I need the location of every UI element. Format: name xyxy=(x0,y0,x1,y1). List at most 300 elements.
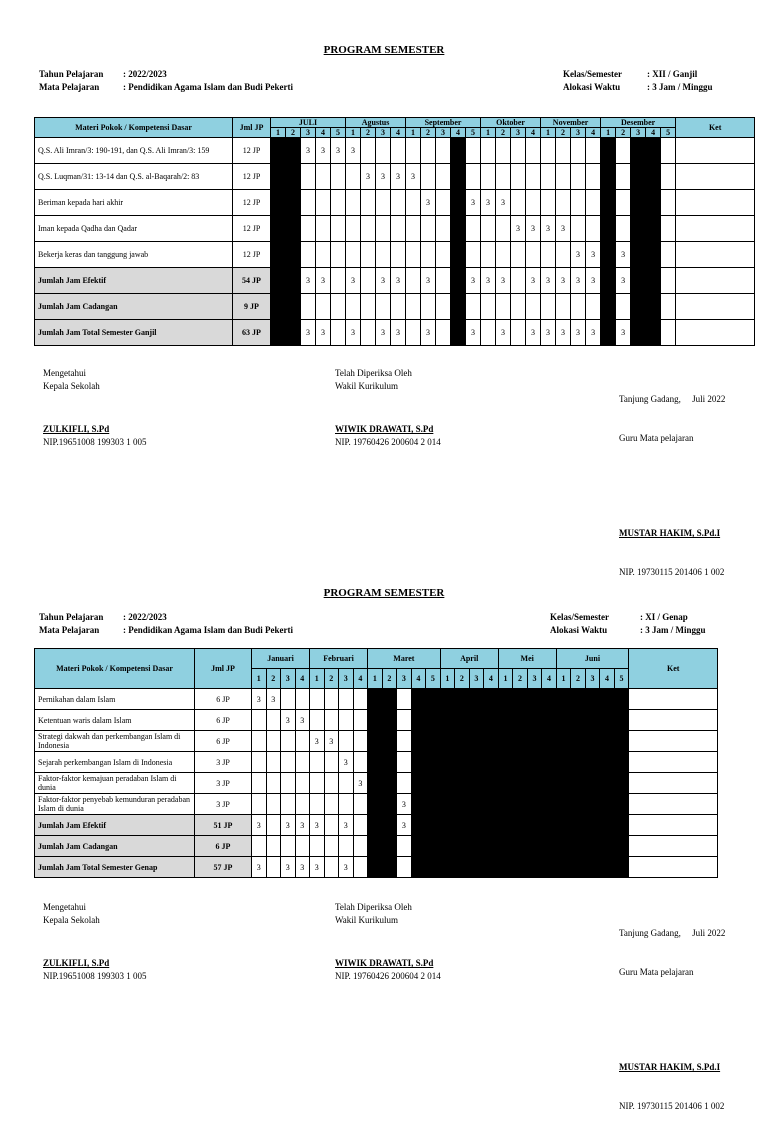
week-cell: 3 xyxy=(421,190,436,216)
week-cell xyxy=(361,242,376,268)
jp-cell: 12 JP xyxy=(233,164,271,190)
jp-cell: 3 JP xyxy=(195,752,252,773)
blocked-week-cell xyxy=(614,794,629,815)
week-cell: 3 xyxy=(310,857,325,878)
week-cell xyxy=(331,294,346,320)
blocked-week-cell xyxy=(271,216,286,242)
blocked-week-cell xyxy=(614,773,629,794)
blocked-week-cell xyxy=(426,836,441,857)
materi-cell: Faktor-faktor penyebab kemunduran peradaban Islam di dunia xyxy=(35,794,195,815)
blocked-week-cell xyxy=(600,731,615,752)
week-cell: 3 xyxy=(346,268,361,294)
week-cell xyxy=(295,731,310,752)
week-cell xyxy=(324,815,339,836)
week-cell: 3 xyxy=(324,731,339,752)
week-cell xyxy=(397,689,412,710)
blocked-week-cell xyxy=(368,710,383,731)
jp-cell: 6 JP xyxy=(195,836,252,857)
week-cell: 3 xyxy=(346,320,361,346)
week-cell xyxy=(511,164,526,190)
week-cell xyxy=(266,857,281,878)
header-week: 4 xyxy=(484,669,499,689)
header-week: 4 xyxy=(353,669,368,689)
blocked-week-cell xyxy=(601,190,616,216)
week-cell xyxy=(252,752,267,773)
blocked-week-cell xyxy=(426,773,441,794)
week-cell xyxy=(586,294,601,320)
mapel-value: : Pendidikan Agama Islam dan Budi Pekerti xyxy=(123,82,294,92)
week-cell xyxy=(301,164,316,190)
jp-cell: 12 JP xyxy=(233,190,271,216)
header-week: 2 xyxy=(616,128,631,138)
week-cell: 3 xyxy=(301,268,316,294)
ket-cell xyxy=(676,320,755,346)
header-month: Februari xyxy=(310,649,368,669)
week-cell xyxy=(406,242,421,268)
sign-role: Kepala Sekolah xyxy=(43,381,100,391)
blocked-week-cell xyxy=(382,689,397,710)
program-table xyxy=(34,117,755,346)
jp-cell: 9 JP xyxy=(233,294,271,320)
week-cell xyxy=(571,216,586,242)
week-cell xyxy=(481,294,496,320)
week-cell: 3 xyxy=(316,320,331,346)
week-cell xyxy=(466,216,481,242)
header-week: 3 xyxy=(339,669,354,689)
week-cell: 3 xyxy=(376,320,391,346)
materi-cell: Jumlah Jam Efektif xyxy=(35,815,195,836)
week-cell xyxy=(281,836,296,857)
week-cell xyxy=(541,190,556,216)
kelas-value: : XII / Ganjil xyxy=(647,69,698,79)
sign-nip: NIP. 19730115 201406 1 002 xyxy=(619,567,725,577)
header-week: 2 xyxy=(421,128,436,138)
header-week: 4 xyxy=(391,128,406,138)
sign-caption: Mengetahui xyxy=(43,902,86,912)
week-cell xyxy=(661,242,676,268)
jp-cell: 12 JP xyxy=(233,216,271,242)
blocked-week-cell xyxy=(498,815,513,836)
week-cell xyxy=(252,710,267,731)
week-cell xyxy=(324,857,339,878)
week-cell xyxy=(496,294,511,320)
table-row xyxy=(35,242,755,268)
blocked-week-cell xyxy=(368,752,383,773)
week-cell xyxy=(339,731,354,752)
header-jml-jp: Jml JP xyxy=(233,118,271,138)
sign-name: ZULKIFLI, S.Pd xyxy=(43,424,110,434)
blocked-week-cell xyxy=(631,294,646,320)
blocked-week-cell xyxy=(286,268,301,294)
week-cell xyxy=(266,773,281,794)
blocked-week-cell xyxy=(614,731,629,752)
week-cell: 3 xyxy=(556,268,571,294)
header-month: Agustus xyxy=(346,118,406,128)
blocked-week-cell xyxy=(571,857,586,878)
table-row xyxy=(35,190,755,216)
blocked-week-cell xyxy=(498,794,513,815)
ket-cell xyxy=(676,216,755,242)
week-cell xyxy=(391,190,406,216)
ket-cell xyxy=(629,815,718,836)
blocked-week-cell xyxy=(601,320,616,346)
header-week: 4 xyxy=(542,669,557,689)
week-cell: 3 xyxy=(391,320,406,346)
week-cell xyxy=(421,294,436,320)
week-cell: 3 xyxy=(586,268,601,294)
header-week: 1 xyxy=(406,128,421,138)
blocked-week-cell xyxy=(513,710,528,731)
blocked-week-cell xyxy=(271,164,286,190)
week-cell xyxy=(406,138,421,164)
week-cell: 3 xyxy=(316,268,331,294)
materi-cell: Strategi dakwah dan perkembangan Islam di Indonesia xyxy=(35,731,195,752)
jp-cell: 12 JP xyxy=(233,138,271,164)
week-cell: 3 xyxy=(331,138,346,164)
mapel-label: Mata Pelajaran xyxy=(39,82,100,92)
blocked-week-cell xyxy=(440,731,455,752)
blocked-week-cell xyxy=(440,773,455,794)
blocked-week-cell xyxy=(556,794,571,815)
week-cell xyxy=(331,268,346,294)
week-cell xyxy=(281,752,296,773)
header-week: 4 xyxy=(411,669,426,689)
table-row xyxy=(35,710,718,731)
tahun-label: Tahun Pelajaran xyxy=(39,612,104,622)
sign-name: MUSTAR HAKIM, S.Pd.I xyxy=(619,528,721,538)
week-cell: 3 xyxy=(281,857,296,878)
week-cell: 3 xyxy=(339,752,354,773)
blocked-week-cell xyxy=(614,710,629,731)
blocked-week-cell xyxy=(426,710,441,731)
blocked-week-cell xyxy=(469,836,484,857)
blocked-week-cell xyxy=(646,242,661,268)
header-materi: Materi Pokok / Kompetensi Dasar xyxy=(35,118,233,138)
ket-cell xyxy=(676,294,755,320)
blocked-week-cell xyxy=(601,216,616,242)
table-row xyxy=(35,164,755,190)
jp-cell: 3 JP xyxy=(195,773,252,794)
header-week: 5 xyxy=(466,128,481,138)
blocked-week-cell xyxy=(498,731,513,752)
header-week: 5 xyxy=(426,669,441,689)
blocked-week-cell xyxy=(484,857,499,878)
week-cell xyxy=(496,216,511,242)
header-week: 2 xyxy=(382,669,397,689)
blocked-week-cell xyxy=(382,857,397,878)
week-cell xyxy=(391,216,406,242)
alokasi-value: : 3 Jam / Minggu xyxy=(647,82,713,92)
week-cell xyxy=(310,836,325,857)
signature-left xyxy=(43,367,147,449)
week-cell xyxy=(616,216,631,242)
header-month: April xyxy=(440,649,498,669)
blocked-week-cell xyxy=(527,752,542,773)
blocked-week-cell xyxy=(451,138,466,164)
week-cell xyxy=(346,190,361,216)
blocked-week-cell xyxy=(411,836,426,857)
blocked-week-cell xyxy=(614,689,629,710)
blocked-week-cell xyxy=(286,138,301,164)
week-cell: 3 xyxy=(266,689,281,710)
week-cell: 3 xyxy=(301,138,316,164)
week-cell xyxy=(376,216,391,242)
tahun-value: : 2022/2023 xyxy=(123,69,167,79)
header-week: 2 xyxy=(496,128,511,138)
week-cell xyxy=(353,815,368,836)
blocked-week-cell xyxy=(411,752,426,773)
week-cell xyxy=(436,268,451,294)
signature-right xyxy=(619,901,725,1139)
blocked-week-cell xyxy=(469,689,484,710)
week-cell: 3 xyxy=(541,216,556,242)
week-cell xyxy=(353,836,368,857)
ket-cell xyxy=(629,773,718,794)
summary-row xyxy=(35,294,755,320)
jp-cell: 6 JP xyxy=(195,689,252,710)
materi-cell: Q.S. Ali Imran/3: 190-191, dan Q.S. Ali Imran/3: 159 xyxy=(35,138,233,164)
kelas-label: Kelas/Semester xyxy=(550,612,609,622)
materi-cell: Jumlah Jam Cadangan xyxy=(35,836,195,857)
week-cell xyxy=(301,190,316,216)
blocked-week-cell xyxy=(542,689,557,710)
week-cell: 3 xyxy=(391,164,406,190)
blocked-week-cell xyxy=(451,190,466,216)
blocked-week-cell xyxy=(585,815,600,836)
ket-cell xyxy=(676,242,755,268)
blocked-week-cell xyxy=(527,773,542,794)
alokasi-label: Alokasi Waktu xyxy=(563,82,621,92)
week-cell xyxy=(361,138,376,164)
header-week: 2 xyxy=(455,669,470,689)
header-week: 3 xyxy=(469,669,484,689)
blocked-week-cell xyxy=(382,731,397,752)
kelas-label: Kelas/Semester xyxy=(563,69,622,79)
week-cell xyxy=(353,731,368,752)
sign-name: WIWIK DRAWATI, S.Pd xyxy=(335,958,434,968)
week-cell xyxy=(266,710,281,731)
week-cell xyxy=(295,689,310,710)
blocked-week-cell xyxy=(600,752,615,773)
week-cell xyxy=(466,164,481,190)
sign-caption: Tanjung Gadang, Juli 2022 xyxy=(619,928,726,938)
week-cell xyxy=(526,190,541,216)
week-cell xyxy=(266,815,281,836)
blocked-week-cell xyxy=(455,731,470,752)
week-cell xyxy=(281,689,296,710)
blocked-week-cell xyxy=(631,320,646,346)
blocked-week-cell xyxy=(286,190,301,216)
week-cell xyxy=(266,752,281,773)
week-cell xyxy=(466,242,481,268)
signature-middle xyxy=(335,367,441,449)
materi-cell: Jumlah Jam Total Semester Genap xyxy=(35,857,195,878)
blocked-week-cell xyxy=(513,857,528,878)
header-week: 3 xyxy=(511,128,526,138)
week-cell xyxy=(397,773,412,794)
header-week: 1 xyxy=(271,128,286,138)
blocked-week-cell xyxy=(455,689,470,710)
week-cell: 3 xyxy=(481,268,496,294)
header-month: November xyxy=(541,118,601,128)
week-cell xyxy=(436,294,451,320)
blocked-week-cell xyxy=(631,216,646,242)
jp-cell: 6 JP xyxy=(195,710,252,731)
header-week: 3 xyxy=(376,128,391,138)
jp-cell: 3 JP xyxy=(195,794,252,815)
materi-cell: Jumlah Jam Cadangan xyxy=(35,294,233,320)
week-cell: 3 xyxy=(511,216,526,242)
blocked-week-cell xyxy=(484,731,499,752)
week-cell: 3 xyxy=(526,268,541,294)
week-cell xyxy=(661,268,676,294)
week-cell xyxy=(397,710,412,731)
signature-left xyxy=(43,901,147,983)
header-week: 1 xyxy=(556,669,571,689)
blocked-week-cell xyxy=(498,689,513,710)
header-week: 3 xyxy=(585,669,600,689)
table-row xyxy=(35,773,718,794)
blocked-week-cell xyxy=(440,794,455,815)
header-week: 2 xyxy=(324,669,339,689)
week-cell xyxy=(252,794,267,815)
ket-cell xyxy=(629,857,718,878)
sign-caption: Tanjung Gadang, Juli 2022 xyxy=(619,394,726,404)
signature-middle xyxy=(335,901,441,983)
blocked-week-cell xyxy=(646,190,661,216)
blocked-week-cell xyxy=(646,164,661,190)
sign-nip: NIP. 19760426 200604 2 014 xyxy=(335,437,441,447)
week-cell xyxy=(324,710,339,731)
week-cell xyxy=(406,268,421,294)
blocked-week-cell xyxy=(513,731,528,752)
ket-cell xyxy=(629,794,718,815)
week-cell xyxy=(556,242,571,268)
week-cell xyxy=(436,242,451,268)
week-cell: 3 xyxy=(316,138,331,164)
week-cell xyxy=(316,242,331,268)
blocked-week-cell xyxy=(571,836,586,857)
week-cell xyxy=(481,138,496,164)
week-cell xyxy=(310,689,325,710)
week-cell xyxy=(586,138,601,164)
week-cell xyxy=(421,242,436,268)
week-cell xyxy=(511,320,526,346)
week-cell xyxy=(661,164,676,190)
ket-cell xyxy=(676,138,755,164)
header-week: 3 xyxy=(397,669,412,689)
week-cell xyxy=(556,190,571,216)
week-cell xyxy=(391,242,406,268)
summary-row xyxy=(35,268,755,294)
week-cell xyxy=(661,190,676,216)
materi-cell: Faktor-faktor kemajuan peradaban Islam di dunia xyxy=(35,773,195,794)
week-cell xyxy=(310,773,325,794)
table-row xyxy=(35,689,718,710)
week-cell xyxy=(353,857,368,878)
header-week: 4 xyxy=(646,128,661,138)
week-cell: 3 xyxy=(466,268,481,294)
blocked-week-cell xyxy=(571,710,586,731)
week-cell xyxy=(339,773,354,794)
week-cell xyxy=(481,320,496,346)
week-cell: 3 xyxy=(391,268,406,294)
blocked-week-cell xyxy=(451,164,466,190)
materi-cell: Sejarah perkembangan Islam di Indonesia xyxy=(35,752,195,773)
week-cell: 3 xyxy=(310,815,325,836)
blocked-week-cell xyxy=(411,710,426,731)
week-cell xyxy=(331,242,346,268)
header-week: 5 xyxy=(331,128,346,138)
jp-cell: 57 JP xyxy=(195,857,252,878)
week-cell xyxy=(556,294,571,320)
week-cell: 3 xyxy=(571,268,586,294)
week-cell xyxy=(339,710,354,731)
week-cell: 3 xyxy=(301,320,316,346)
blocked-week-cell xyxy=(484,794,499,815)
blocked-week-cell xyxy=(527,731,542,752)
blocked-week-cell xyxy=(571,773,586,794)
sign-role: Guru Mata pelajaran xyxy=(619,433,694,443)
summary-row xyxy=(35,815,718,836)
blocked-week-cell xyxy=(455,752,470,773)
ket-cell xyxy=(629,689,718,710)
blocked-week-cell xyxy=(556,731,571,752)
blocked-week-cell xyxy=(646,268,661,294)
blocked-week-cell xyxy=(646,216,661,242)
info-left xyxy=(39,68,293,94)
week-cell xyxy=(266,836,281,857)
blocked-week-cell xyxy=(440,689,455,710)
sign-name: MUSTAR HAKIM, S.Pd.I xyxy=(619,1062,721,1072)
blocked-week-cell xyxy=(498,752,513,773)
week-cell xyxy=(361,320,376,346)
blocked-week-cell xyxy=(527,815,542,836)
tahun-value: : 2022/2023 xyxy=(123,612,167,622)
blocked-week-cell xyxy=(455,857,470,878)
week-cell xyxy=(391,138,406,164)
header-week: 2 xyxy=(571,669,586,689)
blocked-week-cell xyxy=(455,710,470,731)
blocked-week-cell xyxy=(368,794,383,815)
blocked-week-cell xyxy=(542,794,557,815)
week-cell xyxy=(281,731,296,752)
week-cell xyxy=(353,710,368,731)
info-right xyxy=(550,611,706,637)
blocked-week-cell xyxy=(571,815,586,836)
mapel-label: Mata Pelajaran xyxy=(39,625,100,635)
blocked-week-cell xyxy=(542,731,557,752)
blocked-week-cell xyxy=(513,773,528,794)
materi-cell: Beriman kepada hari akhir xyxy=(35,190,233,216)
blocked-week-cell xyxy=(469,731,484,752)
blocked-week-cell xyxy=(271,242,286,268)
week-cell xyxy=(511,242,526,268)
jp-cell: 51 JP xyxy=(195,815,252,836)
week-cell xyxy=(324,794,339,815)
week-cell xyxy=(353,689,368,710)
header-week: 1 xyxy=(346,128,361,138)
blocked-week-cell xyxy=(426,731,441,752)
blocked-week-cell xyxy=(600,689,615,710)
blocked-week-cell xyxy=(469,710,484,731)
blocked-week-cell xyxy=(556,752,571,773)
blocked-week-cell xyxy=(513,815,528,836)
week-cell xyxy=(310,710,325,731)
header-ket: Ket xyxy=(676,118,755,138)
blocked-week-cell xyxy=(498,836,513,857)
week-cell: 3 xyxy=(252,857,267,878)
